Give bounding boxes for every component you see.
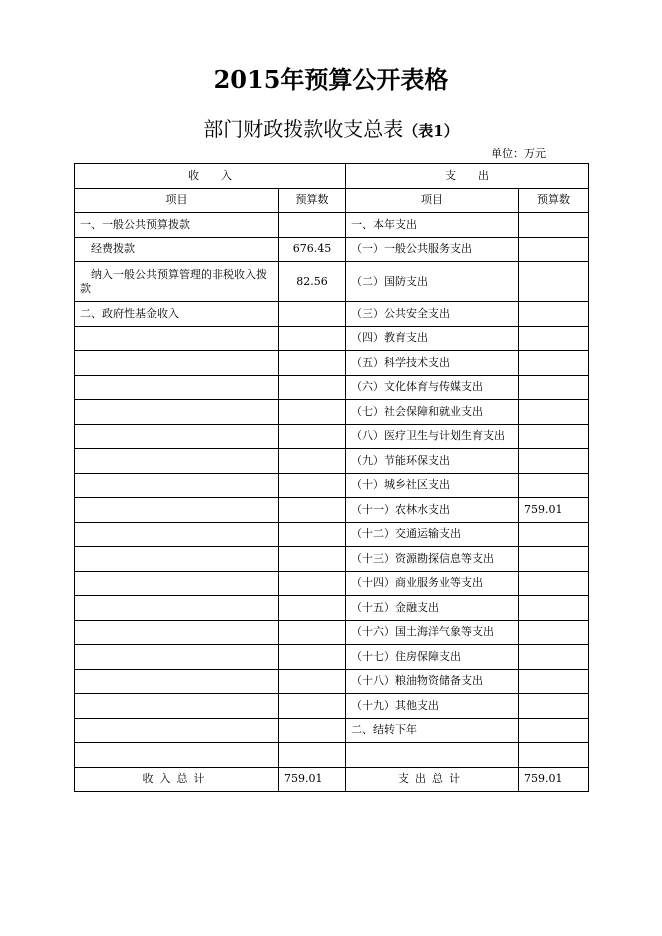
table-row xyxy=(75,547,589,572)
income-budget-cell xyxy=(279,547,346,572)
income-item-cell: 纳入一般公共预算管理的非税收入拨款 xyxy=(75,262,279,302)
table-row xyxy=(75,596,589,621)
income-item-cell: 经费拨款 xyxy=(75,237,279,262)
table-row xyxy=(75,743,589,768)
expense-budget-cell xyxy=(519,351,589,376)
table-number: （表1） xyxy=(403,122,459,140)
expense-item-cell: （四）教育支出 xyxy=(346,326,519,351)
income-item-cell xyxy=(75,449,279,474)
table-row xyxy=(75,449,589,474)
expense-budget-cell xyxy=(519,571,589,596)
income-item-cell xyxy=(75,620,279,645)
page-title: 2015年预算公开表格 xyxy=(213,65,449,94)
table-row xyxy=(75,213,589,238)
table-row xyxy=(75,669,589,694)
expense-budget-cell xyxy=(519,400,589,425)
table-row xyxy=(75,645,589,670)
table-row xyxy=(75,375,589,400)
table-row xyxy=(75,694,589,719)
expense-budget-cell xyxy=(519,213,589,238)
table-row xyxy=(75,302,589,327)
table-row xyxy=(75,262,589,302)
expense-item-cell: （十三）资源勘探信息等支出 xyxy=(346,547,519,572)
income-item-cell xyxy=(75,473,279,498)
income-item-cell xyxy=(75,400,279,425)
income-item-cell: 二、政府性基金收入 xyxy=(75,302,279,327)
income-item-cell xyxy=(75,351,279,376)
income-budget-cell xyxy=(279,498,346,523)
expense-budget-cell xyxy=(519,718,589,743)
expense-total-value: 759.01 xyxy=(519,767,589,792)
expense-item-cell: （十五）金融支出 xyxy=(346,596,519,621)
income-item-cell xyxy=(75,718,279,743)
income-budget-cell xyxy=(279,522,346,547)
expense-budget-cell xyxy=(519,547,589,572)
expense-item-header: 项目 xyxy=(346,188,519,213)
expense-item-cell: 一、本年支出 xyxy=(346,213,519,238)
income-budget-cell xyxy=(279,375,346,400)
expense-item-cell: （十）城乡社区支出 xyxy=(346,473,519,498)
table-row xyxy=(75,498,589,523)
income-section-header: 收 入 xyxy=(75,164,346,189)
income-budget-cell: 82.56 xyxy=(279,262,346,302)
table-row xyxy=(75,571,589,596)
expense-item-cell: （十九）其他支出 xyxy=(346,694,519,719)
income-item-cell xyxy=(75,375,279,400)
expense-budget-cell xyxy=(519,375,589,400)
income-budget-cell xyxy=(279,620,346,645)
expense-item-cell: （一）一般公共服务支出 xyxy=(346,237,519,262)
income-budget-cell xyxy=(279,571,346,596)
expense-section-header: 支 出 xyxy=(346,164,589,189)
table-row xyxy=(75,620,589,645)
income-budget-cell xyxy=(279,473,346,498)
income-budget-cell xyxy=(279,302,346,327)
section-header-row xyxy=(75,164,589,189)
table-row xyxy=(75,424,589,449)
expense-budget-cell xyxy=(519,473,589,498)
income-budget-cell xyxy=(279,351,346,376)
expense-budget-cell xyxy=(519,449,589,474)
expense-item-cell: （十一）农林水支出 xyxy=(346,498,519,523)
income-budget-cell xyxy=(279,424,346,449)
expense-item-cell: （九）节能环保支出 xyxy=(346,449,519,474)
table-row xyxy=(75,400,589,425)
income-item-cell xyxy=(75,743,279,768)
expense-item-cell: （七）社会保障和就业支出 xyxy=(346,400,519,425)
expense-budget-cell xyxy=(519,596,589,621)
unit-label: 单位：万元 xyxy=(491,147,546,160)
income-item-cell xyxy=(75,596,279,621)
income-item-cell xyxy=(75,326,279,351)
expense-item-cell: （十六）国土海洋气象等支出 xyxy=(346,620,519,645)
income-item-cell xyxy=(75,424,279,449)
table-row xyxy=(75,522,589,547)
income-total-label: 收入总计 xyxy=(75,767,279,792)
income-item-cell xyxy=(75,547,279,572)
budget-table xyxy=(74,163,589,792)
expense-budget-cell xyxy=(519,262,589,302)
income-budget-cell xyxy=(279,718,346,743)
expense-budget-cell xyxy=(519,645,589,670)
income-budget-header: 预算数 xyxy=(279,188,346,213)
expense-item-cell: （五）科学技术支出 xyxy=(346,351,519,376)
expense-budget-header: 预算数 xyxy=(519,188,589,213)
expense-item-cell xyxy=(346,743,519,768)
income-item-cell xyxy=(75,645,279,670)
expense-budget-cell xyxy=(519,424,589,449)
table-row xyxy=(75,718,589,743)
expense-total-label: 支出总计 xyxy=(346,767,519,792)
income-budget-cell xyxy=(279,743,346,768)
income-budget-cell xyxy=(279,669,346,694)
income-item-cell xyxy=(75,522,279,547)
income-budget-cell xyxy=(279,596,346,621)
expense-budget-cell xyxy=(519,743,589,768)
income-budget-cell: 676.45 xyxy=(279,237,346,262)
expense-item-cell: （十二）交通运输支出 xyxy=(346,522,519,547)
table-row xyxy=(75,351,589,376)
income-budget-cell xyxy=(279,694,346,719)
expense-budget-cell xyxy=(519,620,589,645)
expense-item-cell: （二）国防支出 xyxy=(346,262,519,302)
income-budget-cell xyxy=(279,326,346,351)
expense-item-cell: （八）医疗卫生与计划生育支出 xyxy=(346,424,519,449)
total-row xyxy=(75,767,589,792)
expense-item-cell: （十七）住房保障支出 xyxy=(346,645,519,670)
income-item-cell xyxy=(75,669,279,694)
income-budget-cell xyxy=(279,213,346,238)
income-item-cell xyxy=(75,694,279,719)
table-subtitle xyxy=(0,114,662,146)
expense-budget-cell xyxy=(519,237,589,262)
expense-budget-cell xyxy=(519,302,589,327)
income-item-cell xyxy=(75,498,279,523)
expense-budget-cell xyxy=(519,669,589,694)
subtitle-text: 部门财政拨款收支总表 xyxy=(203,117,404,141)
income-budget-cell xyxy=(279,645,346,670)
expense-item-cell: （三）公共安全支出 xyxy=(346,302,519,327)
expense-item-cell: （六）文化体育与传媒支出 xyxy=(346,375,519,400)
expense-item-cell: （十八）粮油物资储备支出 xyxy=(346,669,519,694)
table-row xyxy=(75,473,589,498)
column-header-row xyxy=(75,188,589,213)
table-body xyxy=(75,164,589,768)
expense-item-cell: 二、结转下年 xyxy=(346,718,519,743)
income-item-cell xyxy=(75,571,279,596)
table-row xyxy=(75,237,589,262)
income-item-header: 项目 xyxy=(75,188,279,213)
income-total-value: 759.01 xyxy=(279,767,346,792)
expense-budget-cell xyxy=(519,522,589,547)
income-item-cell: 一、一般公共预算拨款 xyxy=(75,213,279,238)
expense-item-cell: （十四）商业服务业等支出 xyxy=(346,571,519,596)
income-budget-cell xyxy=(279,449,346,474)
income-budget-cell xyxy=(279,400,346,425)
expense-budget-cell xyxy=(519,326,589,351)
table-row xyxy=(75,326,589,351)
expense-budget-cell: 759.01 xyxy=(519,498,589,523)
expense-budget-cell xyxy=(519,694,589,719)
